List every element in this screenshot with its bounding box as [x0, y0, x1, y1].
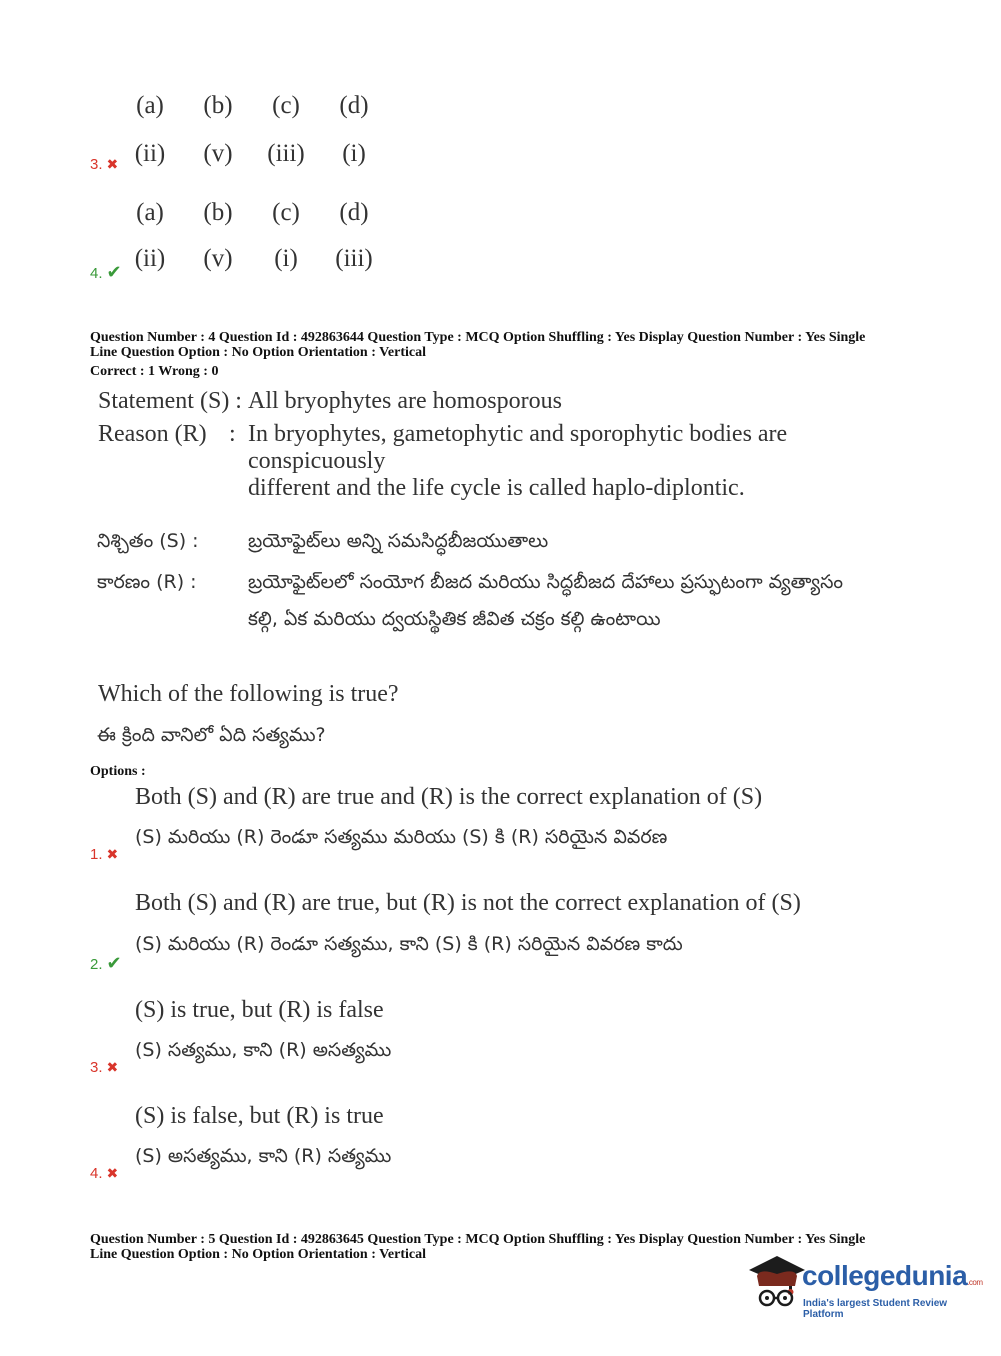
option-text-en: (S) is true, but (R) is false: [135, 997, 384, 1023]
logo-wordmark: collegedunia.com: [802, 1260, 983, 1291]
value-cell: (iii): [335, 245, 373, 272]
header-cell: (a): [136, 92, 164, 119]
options-label: Options :: [90, 764, 146, 779]
header-cell: (a): [136, 199, 164, 226]
cross-icon: ✖: [106, 156, 119, 172]
option-number: 2. ✔: [90, 953, 122, 973]
te-statement-label: నిశ్చితం (S) :: [97, 530, 199, 552]
option-text-en: Both (S) and (R) are true, but (R) is not the correct explanation of (S): [135, 890, 801, 916]
option-text-te: (S) అసత్యము, కాని (R) సత్యము: [135, 1145, 392, 1167]
option-text-en: Both (S) and (R) are true and (R) is the correct explanation of (S): [135, 784, 763, 810]
question-text-te: ఈ క్రింది వానిలో ఏది సత్యము?: [97, 724, 326, 746]
statement-label: Statement (S) :: [98, 388, 242, 414]
check-icon: ✔: [106, 953, 122, 973]
value-cell: (ii): [134, 140, 166, 167]
value-cell: (ii): [134, 245, 166, 272]
option-number: 4. ✖: [90, 1165, 119, 1182]
cross-icon: ✖: [106, 1059, 119, 1075]
statement-text: All bryophytes are homosporous: [248, 388, 562, 414]
graduate-mascot-icon: [745, 1252, 807, 1318]
option-text-te: (S) మరియు (R) రెండూ సత్యము, కాని (S) కి (R) సరియైన వివరణ కాదు: [135, 933, 683, 955]
te-reason-text: బ్రయోఫైట్‌లలో సంయోగ బీజద మరియు సిద్ధబీజద దేహాలు ప్రస్ఫుటంగా వ్యత్యాసం కల్గి, ఏక మరియు ద్వయస్థితిక జీవిత చక్రం కల్గి ఉంటాయి: [248, 571, 844, 630]
question-meta: Question Number : 4 Question Id : 492863644 Question Type : MCQ Option Shuffling : Yes Display Question Number : Yes Single Line Question Option : No Option Orientation : Vertical: [90, 330, 866, 360]
header-cell: (d): [339, 199, 369, 226]
question-meta: Question Number : 5 Question Id : 492863645 Question Type : MCQ Option Shuffling : Yes Display Question Number : Yes Single Line Question Option : No Option Orientation : Vertical: [90, 1232, 866, 1262]
te-reason-label: కారణం (R) :: [97, 571, 197, 593]
option-number: 3. ✖: [90, 156, 119, 173]
check-icon: ✔: [106, 262, 122, 282]
option-number: 1. ✖: [90, 846, 119, 863]
option-number: 3. ✖: [90, 1059, 119, 1076]
header-cell: (d): [339, 92, 369, 119]
header-cell: (c): [272, 199, 300, 226]
value-cell: (v): [203, 245, 233, 272]
value-cell: (v): [203, 140, 233, 167]
logo-tagline: India's largest Student Review Platform: [803, 1298, 948, 1320]
header-cell: (b): [203, 199, 233, 226]
value-cell: (i): [342, 140, 366, 167]
cross-icon: ✖: [106, 846, 119, 862]
value-cell: (iii): [267, 140, 305, 167]
reason-label: Reason (R): [98, 421, 207, 447]
header-cell: (b): [203, 92, 233, 119]
question-text-en: Which of the following is true?: [98, 681, 399, 707]
collegedunia-logo: [745, 1252, 983, 1322]
te-statement-text: బ్రయోఫైట్‌లు అన్ని సమసిద్ధబీజయుతాలు: [248, 530, 549, 552]
cross-icon: ✖: [106, 1165, 119, 1181]
option-text-en: (S) is false, but (R) is true: [135, 1103, 384, 1129]
score-line: Correct : 1 Wrong : 0: [90, 364, 219, 379]
reason-text: In bryophytes, gametophytic and sporophytic bodies are conspicuously different and the life cycle is called haplo-diplontic.: [248, 421, 788, 501]
option-text-te: (S) సత్యము, కాని (R) అసత్యము: [135, 1039, 392, 1061]
header-cell: (c): [272, 92, 300, 119]
value-cell: (i): [274, 245, 298, 272]
option-text-te: (S) మరియు (R) రెండూ సత్యము మరియు (S) కి (R) సరియైన వివరణ: [135, 826, 668, 848]
reason-colon: :: [229, 421, 236, 447]
option-number: 4. ✔: [90, 262, 122, 282]
